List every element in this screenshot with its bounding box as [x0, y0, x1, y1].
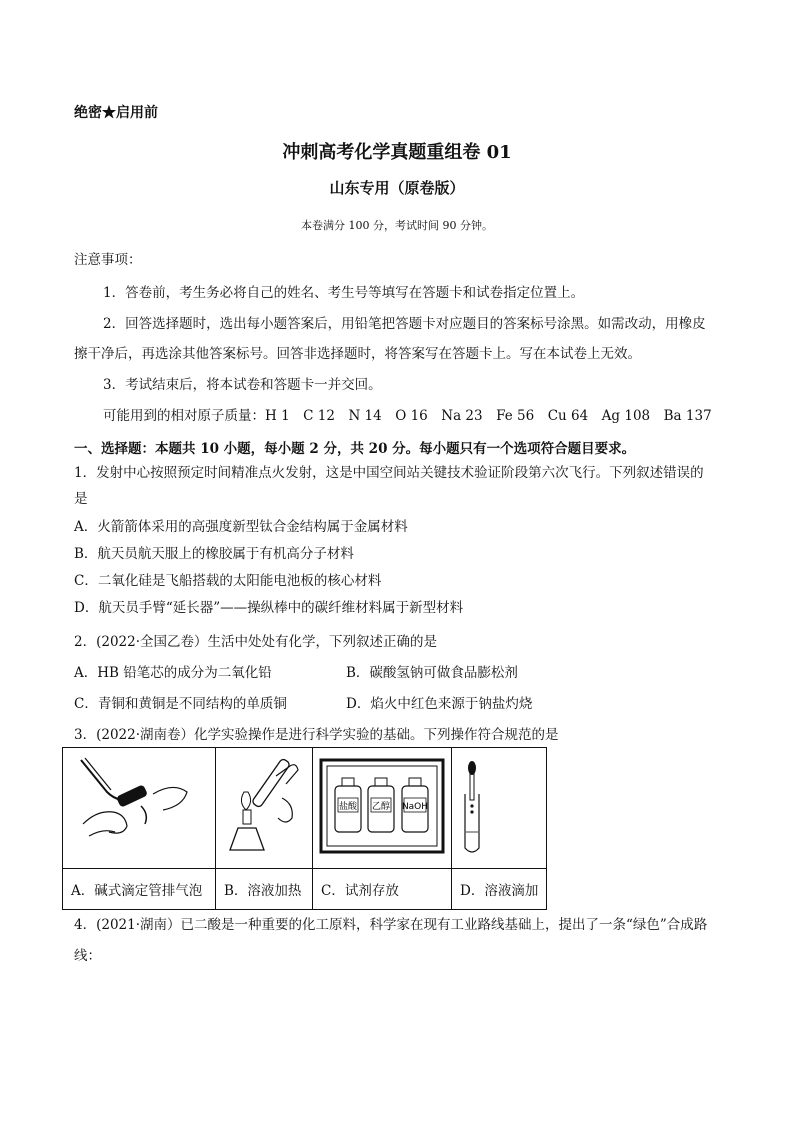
question-3-figure-table: [62, 747, 547, 910]
dropper-illustration: [452, 748, 546, 864]
bottle-label-naoh: NaOH: [401, 802, 429, 812]
figure-burette: [63, 748, 216, 869]
option-a-caption: A．碱式滴定管排气泡: [63, 869, 216, 910]
option-c-caption: C．试剂存放: [313, 869, 452, 910]
reagent-cabinet-illustration: [313, 748, 451, 864]
question-2-stem: 2．(2022·全国乙卷）生活中处处有化学，下列叙述正确的是: [74, 634, 438, 650]
question-4-stem: 4．(2021·湖南）已二酸是一种重要的化工原料，科学家在现有工业路线基础上，提出了一条“绿色”合成路: [74, 917, 708, 933]
question-3-stem: 3．(2022·湖南卷）化学实验操作是进行科学实验的基础。下列操作符合规范的是: [74, 727, 559, 743]
note-item: 擦干净后，再选涂其他答案标号。回答非选择题时，将答案写在答题卡上。写在本试卷上无效。: [74, 346, 641, 362]
question-4-stem-cont: 线：: [74, 948, 101, 964]
question-1-stem-cont: 是: [74, 491, 88, 507]
question-2-option-a: A．HB 铅笔芯的成分为二氧化铅: [74, 665, 272, 681]
figure-dropping: [452, 748, 547, 869]
figure-heating: [216, 748, 313, 869]
score-time-note: 本卷满分 100 分，考试时间 90 分钟。: [301, 219, 493, 232]
question-1-option-a: A．火箭箭体采用的高强度新型钛合金结构属于金属材料: [74, 519, 408, 535]
section-heading: 一、选择题：本题共 10 小题，每小题 2 分，共 20 分。每小题只有一个选项符合题目要求。: [74, 441, 636, 457]
question-2-option-b: B．碳酸氢钠可做食品膨松剂: [346, 665, 518, 681]
notes-heading: 注意事项：: [74, 252, 142, 268]
paper-subtitle: 山东专用（原卷版）: [329, 179, 465, 197]
option-b-caption: B．溶液加热: [216, 869, 313, 910]
question-2-option-d: D．焰火中红色来源于钠盐灼烧: [346, 696, 533, 712]
note-item: 3．考试结束后，将本试卷和答题卡一并交回。: [103, 377, 382, 393]
bottle-label-hcl: 盐酸: [338, 802, 358, 812]
paper-title: 冲刺高考化学真题重组卷 01: [282, 142, 512, 163]
question-1-option-c: C．二氧化硅是飞船搭载的太阳能电池板的核心材料: [74, 573, 382, 589]
heating-illustration: [216, 748, 312, 864]
confidential-label: 绝密★启用前: [74, 105, 158, 121]
note-item: 2．回答选择题时，选出每小题答案后，用铅笔把答题卡对应题目的答案标号涂黑。如需改动，用橡皮: [103, 316, 706, 332]
option-d-caption: D．溶液滴加: [452, 869, 547, 910]
question-2-option-c: C．青铜和黄铜是不同结构的单质铜: [74, 696, 287, 712]
question-1-option-b: B．航天员航天服上的橡胶属于有机高分子材料: [74, 546, 354, 562]
figure-reagent-storage: [313, 748, 452, 869]
atomic-mass-line: 可能用到的相对原子质量：H 1 C 12 N 14 O 16 Na 23 Fe 56 Cu 64 Ag 108 Ba 137: [103, 408, 712, 424]
burette-illustration: [63, 748, 215, 864]
bottle-label-ethanol: 乙醇: [371, 802, 391, 812]
question-1-option-d: D．航天员手臂“延长器”——操纵棒中的碳纤维材料属于新型材料: [74, 600, 464, 616]
note-item: 1．答卷前，考生务必将自己的姓名、考生号等填写在答题卡和试卷指定位置上。: [103, 285, 585, 301]
question-1-stem: 1．发射中心按照预定时间精准点火发射，这是中国空间站关键技术验证阶段第六次飞行。下列叙述错误的: [74, 465, 704, 481]
